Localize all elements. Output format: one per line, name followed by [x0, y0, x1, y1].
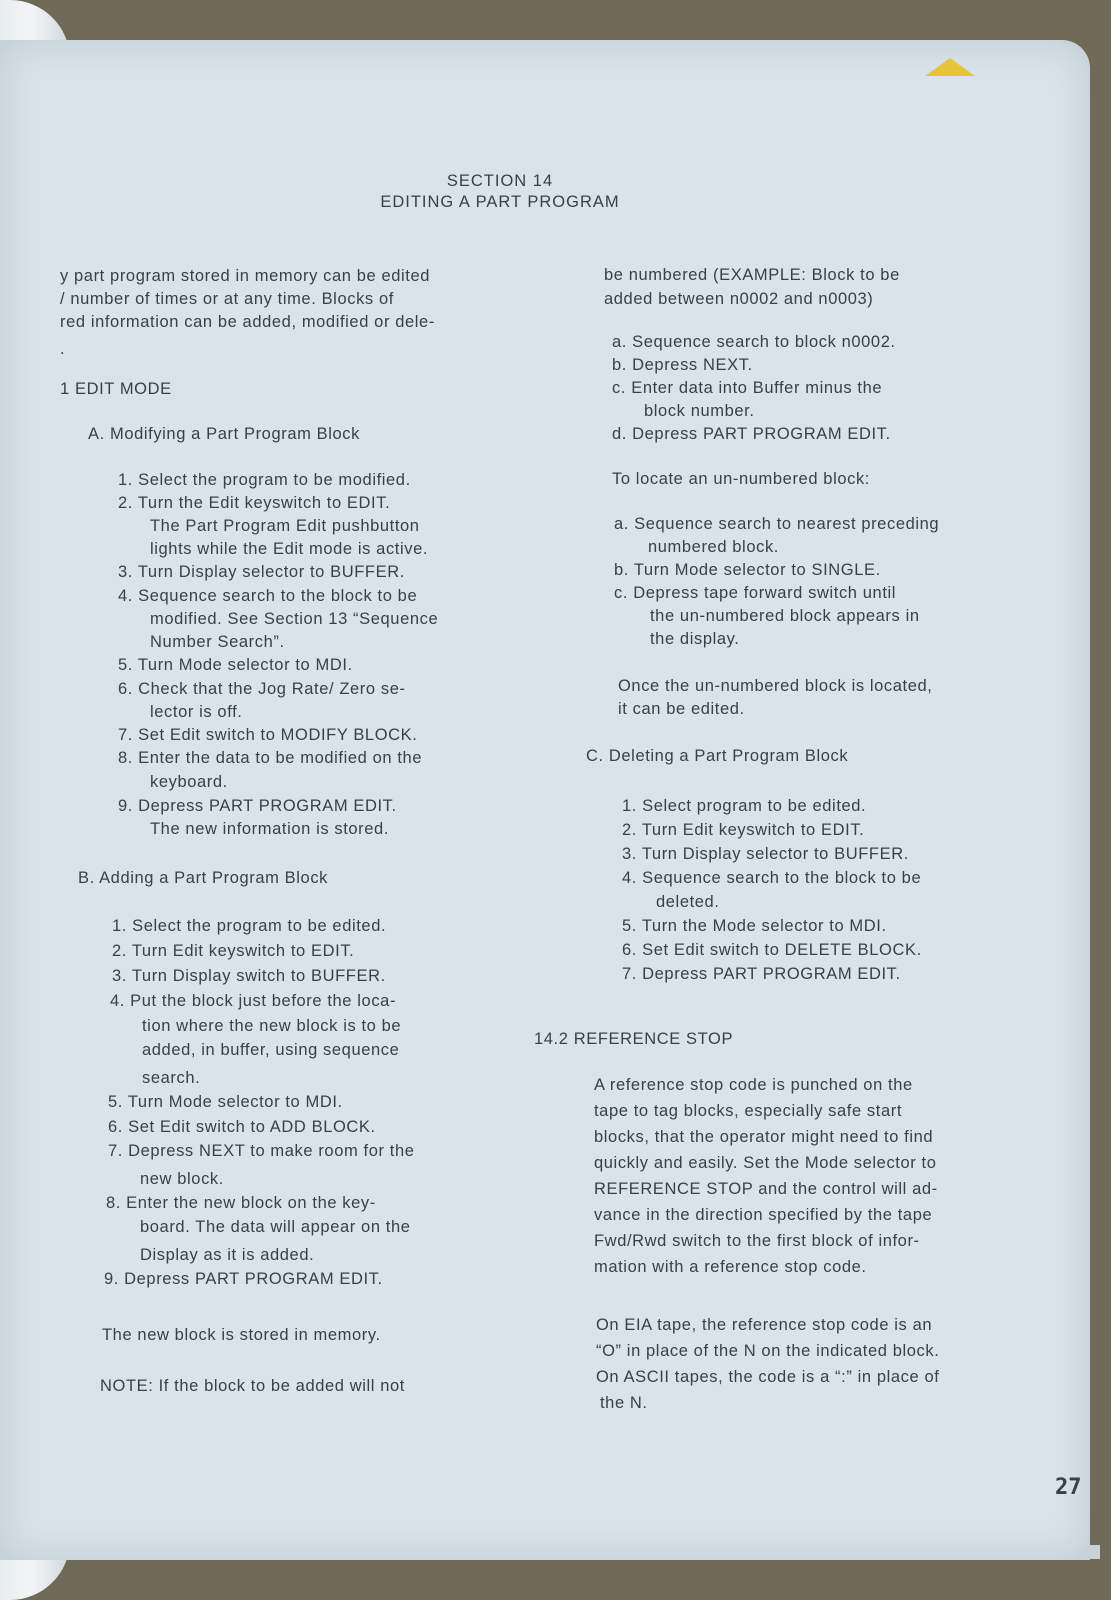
yellow-tab-marker: [925, 58, 975, 76]
intro-line: red information can be added, modified or dele-: [60, 313, 435, 331]
unnumbered-step: a. Sequence search to nearest preceding: [614, 515, 940, 533]
ref-stop-para: mation with a reference stop code.: [594, 1258, 867, 1276]
modify-step: lights while the Edit mode is active.: [150, 540, 429, 558]
modify-step: 6. Check that the Jog Rate/ Zero se-: [118, 680, 406, 698]
add-step: 9. Depress PART PROGRAM EDIT.: [104, 1270, 383, 1288]
modify-step: The new information is stored.: [150, 820, 390, 838]
delete-step: deleted.: [656, 893, 720, 911]
delete-step: 2. Turn Edit keyswitch to EDIT.: [622, 821, 865, 839]
intro-line: / number of times or at any time. Blocks of: [60, 290, 394, 308]
note-line: NOTE: If the block to be added will not: [100, 1377, 405, 1395]
add-step: added, in buffer, using sequence: [142, 1041, 400, 1059]
add-step: 6. Set Edit switch to ADD BLOCK.: [108, 1118, 376, 1136]
add-step: 4. Put the block just before the loca-: [110, 992, 397, 1010]
modify-step: 3. Turn Display selector to BUFFER.: [118, 563, 405, 581]
ref-stop-para: tape to tag blocks, especially safe start: [594, 1102, 902, 1120]
numbered-step: block number.: [644, 402, 755, 420]
ref-stop-para2: On EIA tape, the reference stop code is an: [596, 1316, 933, 1334]
section-number: SECTION 14: [446, 172, 554, 190]
ref-stop-para: quickly and easily. Set the Mode selector to: [594, 1154, 937, 1172]
modify-step: 7. Set Edit switch to MODIFY BLOCK.: [118, 726, 418, 744]
add-step: 8. Enter the new block on the key-: [106, 1194, 376, 1212]
edit-mode-heading: 1 EDIT MODE: [60, 380, 172, 398]
ref-stop-para: vance in the direction specified by the tape: [594, 1206, 933, 1224]
reference-stop-heading: 14.2 REFERENCE STOP: [534, 1030, 734, 1048]
modify-step: keyboard.: [150, 773, 228, 791]
right-cont-line: added between n0002 and n0003): [604, 290, 874, 308]
modify-step: 8. Enter the data to be modified on the: [118, 749, 423, 767]
ref-stop-para: A reference stop code is punched on the: [594, 1076, 913, 1094]
modify-step: 2. Turn the Edit keyswitch to EDIT.: [118, 494, 391, 512]
modify-step: modified. See Section 13 “Sequence: [150, 610, 439, 628]
delete-step: 6. Set Edit switch to DELETE BLOCK.: [622, 941, 922, 959]
unnumbered-step: the display.: [650, 630, 740, 648]
add-step: 2. Turn Edit keyswitch to EDIT.: [112, 942, 355, 960]
ref-stop-para: REFERENCE STOP and the control will ad-: [594, 1180, 938, 1198]
intro-line: .: [60, 340, 66, 358]
unnumbered-step: b. Turn Mode selector to SINGLE.: [614, 561, 881, 579]
section-title: EDITING A PART PROGRAM: [380, 193, 620, 211]
right-cont-line: be numbered (EXAMPLE: Block to be: [604, 266, 900, 284]
intro-line: y part program stored in memory can be edited: [60, 267, 430, 285]
add-step: board. The data will appear on the: [140, 1218, 411, 1236]
add-step: search.: [142, 1069, 201, 1087]
add-step: tion where the new block is to be: [142, 1017, 402, 1035]
delete-step: 4. Sequence search to the block to be: [622, 869, 922, 887]
modify-step: Number Search”.: [150, 633, 285, 651]
add-step: 5. Turn Mode selector to MDI.: [108, 1093, 343, 1111]
add-step: 3. Turn Display switch to BUFFER.: [112, 967, 386, 985]
add-step: 7. Depress NEXT to make room for the: [108, 1142, 415, 1160]
modify-step: 5. Turn Mode selector to MDI.: [118, 656, 353, 674]
unnumbered-step: c. Depress tape forward switch until: [614, 584, 897, 602]
modify-step: 4. Sequence search to the block to be: [118, 587, 418, 605]
modify-step: 1. Select the program to be modified.: [118, 471, 411, 489]
ref-stop-para2: “O” in place of the N on the indicated block.: [596, 1342, 940, 1360]
add-step: 1. Select the program to be edited.: [112, 917, 387, 935]
delete-step: 1. Select program to be edited.: [622, 797, 867, 815]
numbered-step: c. Enter data into Buffer minus the: [612, 379, 883, 397]
modify-step: The Part Program Edit pushbutton: [150, 517, 420, 535]
unnumbered-step: numbered block.: [648, 538, 779, 556]
ref-stop-para2: On ASCII tapes, the code is a “:” in place of: [596, 1368, 940, 1386]
unnumbered-step: the un-numbered block appears in: [650, 607, 920, 625]
modify-block-heading: A. Modifying a Part Program Block: [88, 425, 360, 443]
add-step: new block.: [140, 1170, 224, 1188]
delete-step: 5. Turn the Mode selector to MDI.: [622, 917, 887, 935]
ref-stop-para: Fwd/Rwd switch to the first block of infor-: [594, 1232, 920, 1250]
located-line: it can be edited.: [618, 700, 745, 718]
modify-step: 9. Depress PART PROGRAM EDIT.: [118, 797, 397, 815]
modify-step: lector is off.: [150, 703, 243, 721]
ref-stop-para: blocks, that the operator might need to find: [594, 1128, 934, 1146]
delete-step: 7. Depress PART PROGRAM EDIT.: [622, 965, 901, 983]
located-line: Once the un-numbered block is located,: [618, 677, 933, 695]
numbered-step: d. Depress PART PROGRAM EDIT.: [612, 425, 891, 443]
add-step: Display as it is added.: [140, 1246, 315, 1264]
delete-step: 3. Turn Display selector to BUFFER.: [622, 845, 909, 863]
add-block-heading: B. Adding a Part Program Block: [78, 869, 329, 887]
unnumbered-intro: To locate an un-numbered block:: [612, 470, 870, 488]
numbered-step: b. Depress NEXT.: [612, 356, 753, 374]
page-number: 27: [1055, 1475, 1082, 1500]
stored-note: The new block is stored in memory.: [102, 1326, 381, 1344]
delete-block-heading: C. Deleting a Part Program Block: [586, 747, 849, 765]
ref-stop-para2: the N.: [600, 1394, 648, 1412]
numbered-step: a. Sequence search to block n0002.: [612, 333, 896, 351]
